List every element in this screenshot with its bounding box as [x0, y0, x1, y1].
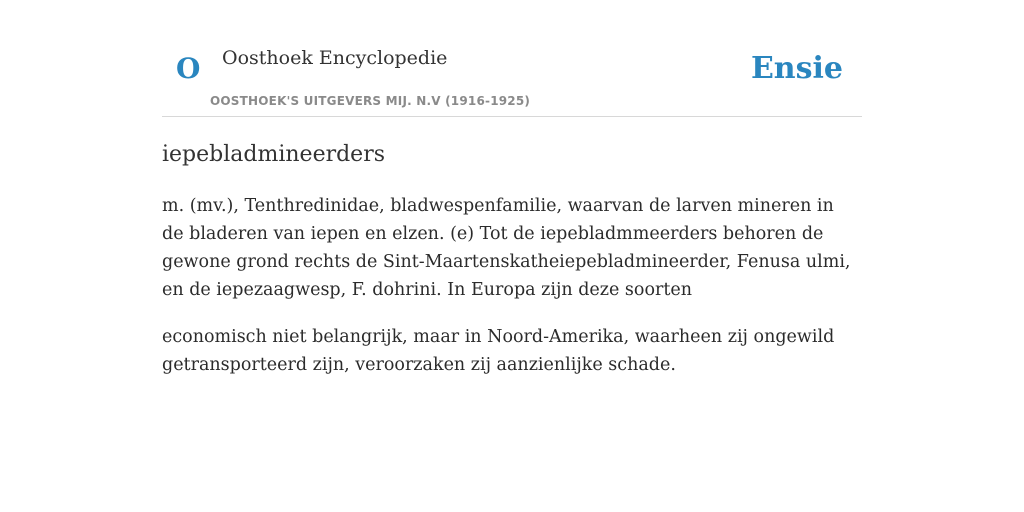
publisher-label: OOSTHOEK'S UITGEVERS MIJ. N.V (1916-1925)	[210, 94, 531, 108]
article-headword: iepebladmineerders	[162, 142, 386, 167]
logo-icon[interactable]: O	[176, 52, 201, 85]
article-paragraph: m. (mv.), Tenthredinidae, bladwespenfamilie, waarvan de larven mineren in de bladeren van iepen en elzen. (e) Tot de iepebladmmeerders behoren de gewone grond rechts de Sint-Maartenskatheiepebladmineerder, Fenusa ulmi, en de iepezaagwesp, F. dohrini. In Europa zijn deze soorten	[162, 196, 851, 300]
ensie-brand-link[interactable]: Ensie	[750, 51, 843, 86]
site-title-link[interactable]: Oosthoek Encyclopedie	[222, 47, 448, 69]
article-paragraph: economisch niet belangrijk, maar in Noord-Amerika, waarheen zij ongewild getransporteerd zijn, veroorzaken zij aanzienlijke schade.	[162, 327, 835, 375]
site-header	[162, 0, 862, 117]
